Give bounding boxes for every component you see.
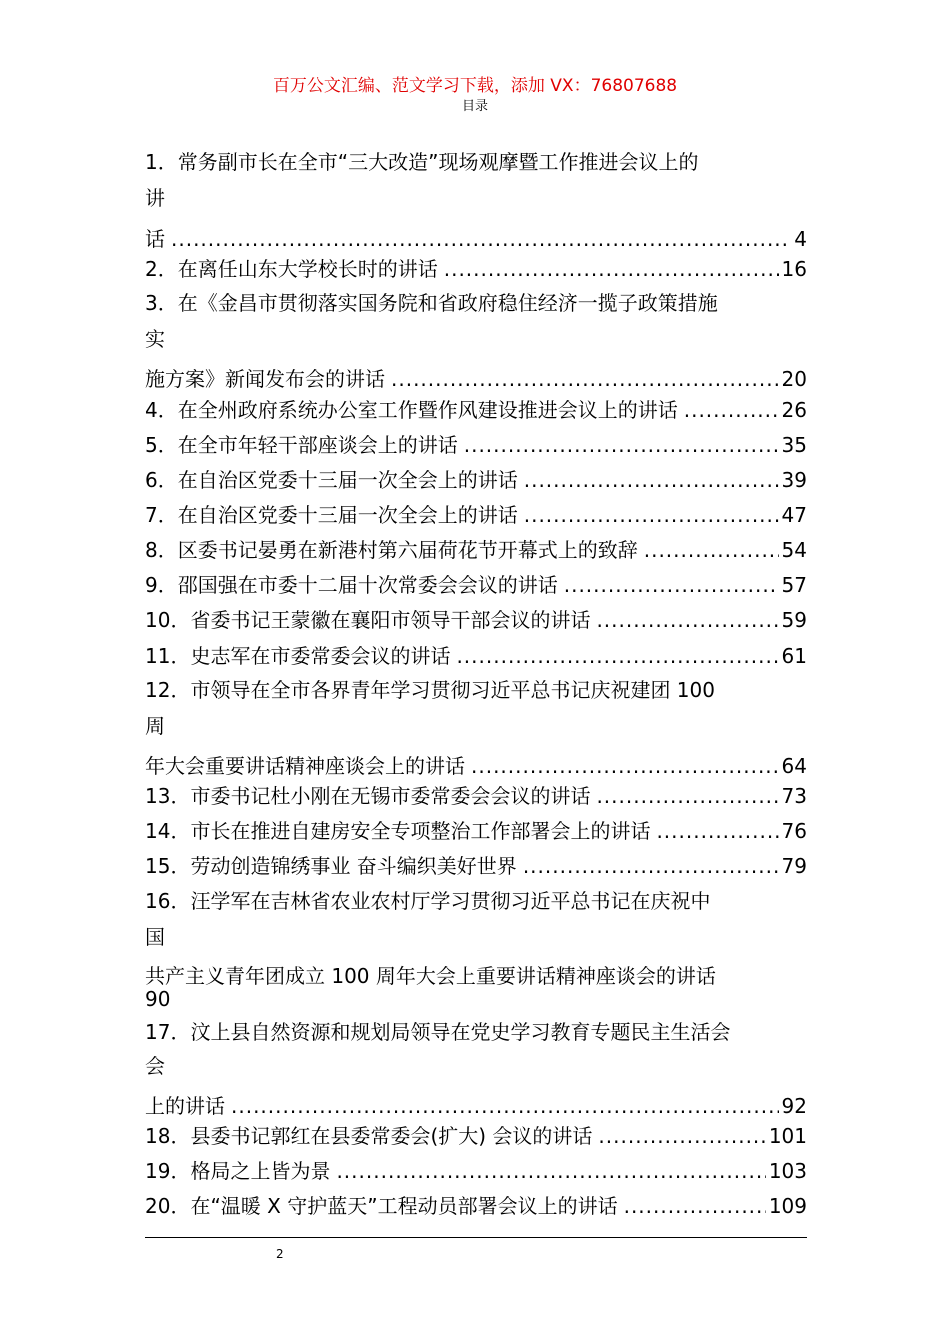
toc-entry-14[interactable]: 14．市长在推进自建房安全专项整治工作部署会上的讲话 ..... 76 bbox=[145, 818, 807, 844]
toc-entry-3[interactable]: 施方案》新闻发布会的讲话 ..... 20 bbox=[145, 366, 807, 392]
toc-page-number: 57 bbox=[781, 573, 807, 597]
toc-entry-15[interactable]: 15．劳动创造锦绣事业 奋斗编织美好世界 ..... 79 bbox=[145, 853, 807, 879]
toc-heading: 目录 bbox=[461, 99, 488, 114]
toc-page-number: 54 bbox=[781, 538, 807, 562]
toc-page-number: 26 bbox=[781, 398, 807, 422]
toc-entry-2[interactable]: 2．在离任山东大学校长时的讲话 ..... 16 bbox=[145, 256, 807, 282]
toc-entry-16-page[interactable]: 90 bbox=[145, 987, 171, 1011]
toc-entry-20[interactable]: 20．在“温暖 X 守护蓝天”工程动员部署会议上的讲话 ..... 109 bbox=[145, 1193, 807, 1219]
toc-entry-17-line1: 17．汶上县自然资源和规划局领导在党史学习教育专题民主生活会 bbox=[145, 1020, 731, 1044]
toc-page-number: 92 bbox=[781, 1094, 807, 1118]
toc-entry-17[interactable]: 上的讲话 ..... 92 bbox=[145, 1093, 807, 1119]
toc-entry-4[interactable]: 4．在全州政府系统办公室工作暨作风建设推进会议上的讲话 ..... 26 bbox=[145, 397, 807, 423]
toc-entry-16-line3: 共产主义青年团成立 100 周年大会上重要讲话精神座谈会的讲话 bbox=[145, 964, 716, 988]
toc-entry-19[interactable]: 19．格局之上皆为景 ..... 103 bbox=[145, 1158, 807, 1184]
toc-page-number: 47 bbox=[781, 503, 807, 527]
toc-page-number: 61 bbox=[781, 644, 807, 668]
toc-page-number: 20 bbox=[781, 367, 807, 391]
toc-entry-13[interactable]: 13．市委书记杜小刚在无锡市委常委会会议的讲话 ..... 73 bbox=[145, 783, 807, 809]
toc-entry-12-line2: 周 bbox=[145, 714, 165, 738]
toc-page-number: 101 bbox=[768, 1124, 807, 1148]
toc-entry-17-line2: 会 bbox=[145, 1054, 165, 1078]
page-number: 2 bbox=[276, 1247, 284, 1261]
toc-entry-7[interactable]: 7．在自治区党委十三届一次全会上的讲话 ..... 47 bbox=[145, 502, 807, 528]
toc-entry-9[interactable]: 9．邵国强在市委十二届十次常委会会议的讲话 ..... 57 bbox=[145, 572, 807, 598]
footer-divider bbox=[145, 1237, 807, 1238]
download-banner: 百万公文汇编、范文学习下载，添加 VX：76807688 bbox=[272, 76, 678, 96]
toc-page-number: 4 bbox=[794, 227, 807, 251]
toc-entry-3-line2: 实 bbox=[145, 327, 165, 351]
toc-entry-1-line2: 讲 bbox=[145, 186, 165, 210]
toc-page-number: 64 bbox=[781, 754, 807, 778]
toc-page-number: 79 bbox=[781, 854, 807, 878]
toc-entry-16-line2: 国 bbox=[145, 925, 165, 949]
toc-page-number: 76 bbox=[781, 819, 807, 843]
toc-entry-12[interactable]: 年大会重要讲话精神座谈会上的讲话 ..... 64 bbox=[145, 753, 807, 779]
toc-entry-10[interactable]: 10．省委书记王蒙徽在襄阳市领导干部会议的讲话 ..... 59 bbox=[145, 607, 807, 633]
toc-entry-16-line1: 16．汪学军在吉林省农业农村厅学习贯彻习近平总书记在庆祝中 bbox=[145, 889, 711, 913]
toc-entry-18[interactable]: 18．县委书记郭红在县委常委会(扩大) 会议的讲话 ..... 101 bbox=[145, 1123, 807, 1149]
toc-entry-11[interactable]: 11．史志军在市委常委会议的讲话 ..... 61 bbox=[145, 643, 807, 669]
toc-page-number: 73 bbox=[781, 784, 807, 808]
toc-entry-6[interactable]: 6．在自治区党委十三届一次全会上的讲话 ..... 39 bbox=[145, 467, 807, 493]
toc-page-number: 35 bbox=[781, 433, 807, 457]
toc-entry-5[interactable]: 5．在全市年轻干部座谈会上的讲话 ..... 35 bbox=[145, 432, 807, 458]
toc-entry-1[interactable]: 话 ..... 4 bbox=[145, 226, 807, 252]
toc-entry-8[interactable]: 8．区委书记晏勇在新港村第六届荷花节开幕式上的致辞 ..... 54 bbox=[145, 537, 807, 563]
toc-page-number: 16 bbox=[781, 257, 807, 281]
toc-page-number: 103 bbox=[768, 1159, 807, 1183]
toc-page-number: 59 bbox=[781, 608, 807, 632]
toc-entry-12-line1: 12．市领导在全市各界青年学习贯彻习近平总书记庆祝建团 100 bbox=[145, 678, 715, 702]
toc-entry-3-line1: 3．在《金昌市贯彻落实国务院和省政府稳住经济一揽子政策措施 bbox=[145, 291, 718, 315]
toc-page-number: 39 bbox=[781, 468, 807, 492]
toc-page-number: 109 bbox=[768, 1194, 807, 1218]
toc-entry-1-line1: 1．常务副市长在全市“三大改造”现场观摩暨工作推进会议上的 bbox=[145, 150, 699, 174]
